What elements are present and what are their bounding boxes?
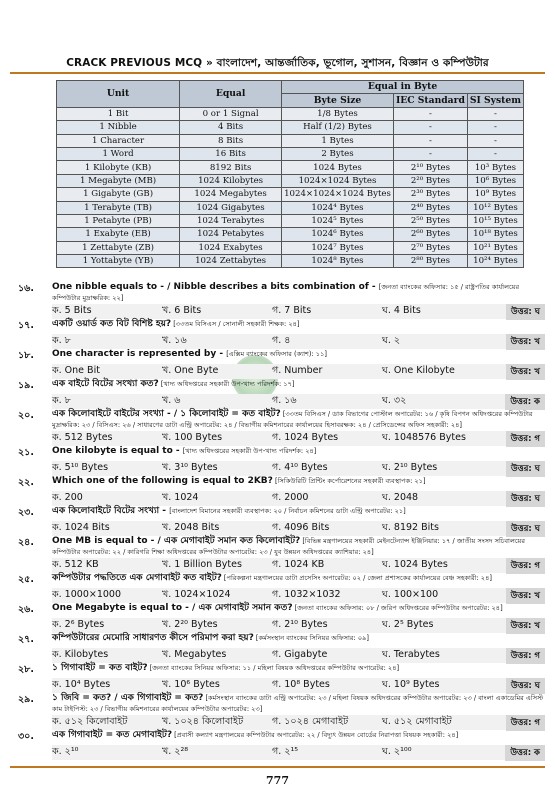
question-text: কম্পিউটারের মেমোরি সাধারণত কীসে পরিমাপ করা হয়?	[52, 633, 254, 643]
question-item	[10, 476, 545, 506]
answer-badge: উত্তর: ঘ	[506, 461, 545, 477]
option: গ. 2000	[272, 492, 309, 503]
table-cell: 8 Bits	[180, 134, 282, 147]
question-number: ২৯.	[18, 694, 34, 705]
question-text: ১ গিগাবাইট = কত বাইট?	[52, 663, 148, 673]
question-source: [পরিকল্পনা মন্ত্রণালয়ের ডাটা প্রসেসিং অপারেটর: ০২ / জেলা প্রশাসকের কার্যালয়ের বেঞ্চ সহকারী: ২৪]	[221, 574, 492, 582]
question-number: ৩০.	[18, 731, 34, 742]
option: ঘ. ২¹⁰⁰	[382, 746, 412, 757]
page-title: CRACK PREVIOUS MCQ » বাংলাদেশ, আন্তর্জাতিক, ভূগোল, সুশাসন, বিজ্ঞান ও কম্পিউটার	[66, 57, 489, 69]
table-cell: -	[393, 134, 467, 147]
option-row	[52, 521, 545, 536]
option: খ. 1024×1024	[162, 589, 231, 600]
question-list	[10, 282, 545, 760]
question-number: ২০.	[18, 410, 34, 421]
option: খ. ৬	[162, 395, 181, 406]
table-cell: 1 Word	[57, 147, 180, 160]
option: গ. 10⁸ Bytes	[272, 679, 330, 690]
option-row	[52, 745, 545, 760]
question-text: কম্পিউটার পদ্ধতিতে এক মেগাবাইট কত বাইট?	[52, 573, 222, 583]
option: খ. 100 Bytes	[162, 432, 223, 443]
question-number: ২১.	[18, 447, 34, 458]
table-cell: 10⁶ Bytes	[467, 174, 523, 187]
option: ক. ৮	[52, 395, 71, 406]
option: ঘ. 8192 Bits	[382, 522, 439, 533]
table-cell: 4 Bits	[180, 121, 282, 134]
question-text: One kilobyte is equal to -	[52, 446, 183, 456]
table-row	[57, 174, 524, 187]
question-source: [কর্মসংস্থান ব্যাংকের সিনিয়র অফিসার: ০৯]	[253, 634, 369, 642]
table-cell: 1024 Gigabytes	[180, 201, 282, 214]
unit-header: Unit	[57, 81, 180, 108]
header-rule	[10, 72, 545, 74]
table-cell: 10¹⁵ Bytes	[467, 214, 523, 227]
table-cell: 1 Exabyte (EB)	[57, 228, 180, 241]
answer-badge: উত্তর: ক	[505, 394, 545, 410]
question-number: ২৬.	[18, 604, 34, 615]
option: ক. ৮	[52, 335, 71, 346]
page-number: 777	[266, 774, 289, 787]
option: ক. 5 Bits	[52, 305, 92, 316]
answer-badge: উত্তর: ঘ	[506, 678, 545, 694]
table-cell: 2⁸⁰ Bytes	[393, 255, 467, 268]
question-item	[10, 409, 545, 446]
table-cell: -	[467, 121, 523, 134]
option: খ. 1 Billion Bytes	[162, 559, 242, 570]
option-row	[52, 588, 545, 603]
answer-badge: উত্তর: ক	[505, 745, 545, 761]
answer-badge: উত্তর: গ	[506, 715, 545, 731]
table-cell: -	[467, 147, 523, 160]
table-row	[57, 255, 524, 268]
question-item	[10, 446, 545, 476]
option: খ. 3¹⁰ Bytes	[162, 462, 218, 473]
question-text: এক গিগাবাইট = কত মেগাবাইট?	[52, 730, 173, 740]
option: ঘ. 100×100	[382, 589, 439, 600]
option: ক. ২¹⁰	[52, 746, 79, 757]
answer-badge: উত্তর: খ	[506, 334, 545, 350]
table-cell: 1/8 Bytes	[282, 107, 394, 120]
table-row	[57, 107, 524, 120]
option: গ. 1024 Bytes	[272, 432, 339, 443]
option: ঘ. ৫১২ মেগাবাইট	[382, 716, 452, 727]
question-source: [বিভিন্ন মন্ত্রণালয়ের সহকারী মেইনটেন্যান্স ইঞ্জিনিয়ার: ১৭ / জাতীয় সংসদ সচিবালয়ের কম্পিউটার অপারেটর: ২২ / কারিগরি শিক্ষা অধিদপ্তরের কম্পিউটার অপারেটর: ২৩ / যুব উন্নয়ন অধিদপ্তরের ক্যাশিয়ার: ২৪]	[52, 537, 526, 556]
question-number: ১৭.	[18, 320, 34, 331]
option: গ. 1024 KB	[272, 559, 325, 570]
question-number: ১৮.	[18, 350, 34, 361]
question-source: [খাদ্য অধিদপ্তরের সহকারী উপ-খাদ্য পরিদর্শক: ১৭]	[158, 380, 295, 388]
table-cell: 10⁹ Bytes	[467, 188, 523, 201]
table-cell: 10¹⁸ Bytes	[467, 228, 523, 241]
table-cell: Half (1/2) Bytes	[282, 121, 394, 134]
option: ক. 512 KB	[52, 559, 99, 570]
table-cell: 2⁷⁰ Bytes	[393, 241, 467, 254]
answer-badge: উত্তর: গ	[506, 431, 545, 447]
option: ক. 2⁶ Bytes	[52, 619, 105, 630]
question-text: এক কিলোবাইটে বিটের সংখ্যা -	[52, 506, 170, 516]
option-row	[52, 618, 545, 633]
table-cell: 1024⁶ Bytes	[282, 228, 394, 241]
option: ঘ. ৩২	[382, 395, 407, 406]
table-cell: 1024 Exabytes	[180, 241, 282, 254]
table-cell: 1 Megabyte (MB)	[57, 174, 180, 187]
table-row	[57, 121, 524, 134]
option-row	[52, 394, 545, 409]
option: ক. One Bit	[52, 365, 100, 376]
table-cell: 1024⁸ Bytes	[282, 255, 394, 268]
option: ঘ. 2¹⁰ Bytes	[382, 462, 438, 473]
table-cell: 2 Bytes	[282, 147, 394, 160]
option: ঘ. 10⁹ Bytes	[382, 679, 440, 690]
option: ক. 10⁴ Bytes	[52, 679, 111, 690]
option: গ. 4096 Bits	[272, 522, 330, 533]
question-source: [প্রবাসী কল্যাণ মন্ত্রণালয়ের কম্পিউটার অপারেটর: ২২ / বিদ্যুৎ উন্নয়ন বোর্ডের নিরাপত্তা বিষয়ক সহকারী: ২৪]	[172, 731, 459, 739]
question-item	[10, 573, 545, 603]
answer-badge: উত্তর: ঘ	[506, 491, 545, 507]
option: ক. 1000×1000	[52, 589, 121, 600]
table-cell: 1 Yottabyte (YB)	[57, 255, 180, 268]
table-cell: 1 Gigabyte (GB)	[57, 188, 180, 201]
option: গ. ১০২৪ মেগাবাইট	[272, 716, 349, 727]
option: খ. 2²⁰ Bytes	[162, 619, 218, 630]
question-item	[10, 693, 545, 730]
option: খ. One Byte	[162, 365, 219, 376]
option: গ. ১৬	[272, 395, 297, 406]
question-number: ২৪.	[18, 537, 34, 548]
answer-badge: উত্তর: ঘ	[506, 304, 545, 320]
question-source: [সিকিউরিটি প্রিন্টিং কর্পোরেশনের সহকারী ব্যবস্থাপক: ২১]	[272, 477, 426, 485]
answer-badge: উত্তর: খ	[506, 618, 545, 634]
page-header	[0, 0, 555, 75]
table-cell: 1 Petabyte (PB)	[57, 214, 180, 227]
option: খ. 10⁶ Bytes	[162, 679, 220, 690]
unit-table	[56, 80, 524, 268]
option: গ. ৪	[272, 335, 291, 346]
table-cell: 1024 Zettabytes	[180, 255, 282, 268]
table-cell: 1024⁵ Bytes	[282, 214, 394, 227]
option: গ. 4¹⁰ Bytes	[272, 462, 328, 473]
option: ক. 200	[52, 492, 83, 503]
table-cell: -	[467, 107, 523, 120]
byte-size-header: Byte Size	[282, 94, 394, 107]
option: ক. 512 Bytes	[52, 432, 113, 443]
table-cell: 10²¹ Bytes	[467, 241, 523, 254]
option: ঘ. 1024 Bytes	[382, 559, 448, 570]
option: গ. 1032×1032	[272, 589, 341, 600]
question-item	[10, 282, 545, 319]
question-text: ১ জিবি = কত? / এক গিগাবাইট = কত?	[52, 693, 204, 703]
table-cell: 2⁵⁰ Bytes	[393, 214, 467, 227]
option: খ. 2048 Bits	[162, 522, 220, 533]
option-row	[52, 678, 545, 693]
option: ঘ. Terabytes	[382, 649, 440, 660]
option: খ. ১০২৪ কিলোবাইট	[162, 716, 244, 727]
question-number: ২৫.	[18, 574, 34, 585]
answer-badge: উত্তর: গ	[506, 648, 545, 664]
option-row	[52, 648, 545, 663]
option: ঘ. 2048	[382, 492, 419, 503]
question-item	[10, 379, 545, 409]
table-cell: 10²⁴ Bytes	[467, 255, 523, 268]
option: গ. 2¹⁰ Bytes	[272, 619, 328, 630]
question-item	[10, 349, 545, 379]
question-item	[10, 633, 545, 663]
table-cell: 2⁴⁰ Bytes	[393, 201, 467, 214]
question-source: [৩৩তম বিসিএস / সোনালী সহকারী শিক্ষক: ২৪]	[171, 320, 300, 328]
option: ঘ. 2⁵ Bytes	[382, 619, 434, 630]
question-item	[10, 663, 545, 693]
option: খ. 6 Bits	[162, 305, 202, 316]
option: ঘ. One Kilobyte	[382, 365, 455, 376]
table-cell: 1 Nibble	[57, 121, 180, 134]
table-cell: 1 Terabyte (TB)	[57, 201, 180, 214]
table-cell: 1024×1024×1024 Bytes	[282, 188, 394, 201]
question-text: এক বাইটে বিটের সংখ্যা কত?	[52, 379, 159, 389]
question-item	[10, 319, 545, 349]
table-row	[57, 201, 524, 214]
question-number: ১৬.	[18, 283, 34, 294]
question-source: [জনতা ব্যাংকের অফিসার: ০৮ / জরিপ অধিদপ্তরের কম্পিউটার অপারেটর: ২৪]	[292, 604, 503, 612]
question-item	[10, 536, 545, 573]
question-number: ২৮.	[18, 664, 34, 675]
question-number: ১৯.	[18, 380, 34, 391]
question-source: [৩৩তম বিসিএস / ডাক বিভাগের পোস্টাল অপারেটর: ১৬ / কৃষি বিপণন অধিদপ্তরের কম্পিউটার মুদ্রাক্ষরিক: ২৩ / বিসিএস: ২৬ / সাধারণের ডাটা এন্ট্রি অপারেটর: ২৪ / বিভাগীয় কমিশনারের কার্যালয়ের হিসাবরক্ষক: ২৪ / প্রেসিডেন্সের অফিস সহকারী: ২৪]	[52, 410, 533, 429]
table-cell: 10³ Bytes	[467, 161, 523, 174]
option: খ. ১৬	[162, 335, 187, 346]
table-cell: -	[393, 107, 467, 120]
table-row	[57, 241, 524, 254]
table-cell: 1 Zettabyte (ZB)	[57, 241, 180, 254]
option-row	[52, 364, 545, 379]
question-text: One character is represented by -	[52, 349, 227, 359]
option: খ. ২²⁸	[162, 746, 189, 757]
question-item	[10, 603, 545, 633]
equal-in-byte-header: Equal in Byte	[282, 81, 524, 94]
option: গ. 7 Bits	[272, 305, 312, 316]
option-row	[52, 461, 545, 476]
table-cell: 1024⁴ Bytes	[282, 201, 394, 214]
option-row	[52, 715, 545, 730]
table-cell: -	[393, 121, 467, 134]
option: ক. ৫১২ কিলোবাইট	[52, 716, 128, 727]
table-row	[57, 134, 524, 147]
answer-badge: উত্তর: খ	[506, 588, 545, 604]
question-number: ২৭.	[18, 634, 34, 645]
option: খ. Megabytes	[162, 649, 227, 660]
table-cell: -	[393, 147, 467, 160]
table-cell: 1 Character	[57, 134, 180, 147]
table-cell: 1024 Petabytes	[180, 228, 282, 241]
option: গ. Gigabyte	[272, 649, 328, 660]
question-text: একটি ওয়ার্ড কত বিট বিশিষ্ট হয়?	[52, 319, 172, 329]
table-row	[57, 188, 524, 201]
question-text: One nibble equals to - / Nibble describes a bits combination of -	[52, 282, 379, 292]
option: ঘ. 4 Bits	[382, 305, 421, 316]
iec-standard-header: IEC Standard	[393, 94, 467, 107]
table-cell: 1024×1024 Bytes	[282, 174, 394, 187]
table-cell: 10¹² Bytes	[467, 201, 523, 214]
option-row	[52, 491, 545, 506]
table-cell: 1024 Megabytes	[180, 188, 282, 201]
table-cell: 8192 Bits	[180, 161, 282, 174]
table-row	[57, 147, 524, 160]
answer-badge: উত্তর: খ	[506, 364, 545, 380]
table-cell: 2⁶⁰ Bytes	[393, 228, 467, 241]
question-number: ২৩.	[18, 507, 34, 518]
question-item	[10, 506, 545, 536]
question-source: [জনতা ব্যাংকের সিনিয়র অফিসার: ১১ / মহিলা বিষয়ক অধিদপ্তরের কম্পিউটার অপারেটর: ২৪]	[147, 664, 400, 672]
option: গ. ২¹⁵	[272, 746, 299, 757]
table-row	[57, 228, 524, 241]
question-source: [বাংলাদেশ বিমানের সহকারী ব্যবস্থাপক: ২০ / নির্বাচন কমিশনের ডাটা এন্ট্রি অপারেটর: ২১]	[169, 507, 406, 515]
option: ক. 5¹⁰ Bytes	[52, 462, 109, 473]
question-source: [খাদ্য অধিদপ্তরের সহকারী উপ-খাদ্য পরিদর্শক: ২৪]	[182, 447, 317, 455]
question-text: এক কিলোবাইটে বাইটের সংখ্যা - / ১ কিলোবাইট = কত বাইট?	[52, 409, 281, 419]
table-cell: 2³⁰ Bytes	[393, 188, 467, 201]
table-cell: 2²⁰ Bytes	[393, 174, 467, 187]
table-row	[57, 161, 524, 174]
table-cell: 1024 Terabytes	[180, 214, 282, 227]
option-row	[52, 558, 545, 573]
option: খ. 1024	[162, 492, 199, 503]
table-cell: 1 Bit	[57, 107, 180, 120]
option: ক. Kilobytes	[52, 649, 109, 660]
si-system-header: SI System	[467, 94, 523, 107]
table-cell: 1 Bytes	[282, 134, 394, 147]
option: ক. 1024 Bits	[52, 522, 110, 533]
option-row	[52, 304, 545, 319]
option-row	[52, 334, 545, 349]
table-cell: 2¹⁰ Bytes	[393, 161, 467, 174]
table-cell: 1 Kilobyte (KB)	[57, 161, 180, 174]
option: ঘ. ২	[382, 335, 401, 346]
option-row	[52, 431, 545, 446]
question-source: [এক্সিম ব্যাংকের অফিসার (ক্যাশ): ১১]	[226, 350, 327, 358]
option: ঘ. 1048576 Bytes	[382, 432, 466, 443]
table-cell: 0 or 1 Signal	[180, 107, 282, 120]
question-source: [জনতা ব্যাংকের অফিসার: ১৫ / রাষ্ট্রপতির কার্যালয়ের কম্পিউটার মুদ্রাক্ষরিক: ২২]	[52, 283, 520, 302]
table-cell: 1024 Bytes	[282, 161, 394, 174]
table-cell: 1024 Kilobytes	[180, 174, 282, 187]
answer-badge: উত্তর: ঘ	[506, 521, 545, 537]
equal-header: Equal	[180, 81, 282, 108]
table-cell: 16 Bits	[180, 147, 282, 160]
question-number: ২২.	[18, 477, 34, 488]
table-cell: -	[467, 134, 523, 147]
option: গ. Number	[272, 365, 323, 376]
question-text: One MB is equal to - / এক মেগাবাইট সমান কত কিলোবাইট?	[52, 536, 301, 546]
table-row	[57, 214, 524, 227]
footer-rule	[10, 766, 545, 768]
answer-badge: উত্তর: গ	[506, 558, 545, 574]
question-text: One Megabyte is equal to - / এক মেগাবাইট সমান কত?	[52, 603, 293, 613]
table-cell: 1024⁷ Bytes	[282, 241, 394, 254]
question-item	[10, 730, 545, 760]
question-text: Which one of the following is equal to 2KB?	[52, 476, 273, 486]
question-source: [কর্মসংস্থান ব্যাংকের ডাটা এন্ট্রি অপারেটর: ২৩ / মহিলা বিষয়ক অধিদপ্তরের কম্পিউটার অপারেটর: ২৩ / বাংলা একাডেমির এসিস্ট কাম টাইপিস্ট: ২৩ / বিভাগীয় কমিশনারের কার্যালয়ের কম্পিউটার অপারেটর: ২৩]	[52, 694, 544, 713]
